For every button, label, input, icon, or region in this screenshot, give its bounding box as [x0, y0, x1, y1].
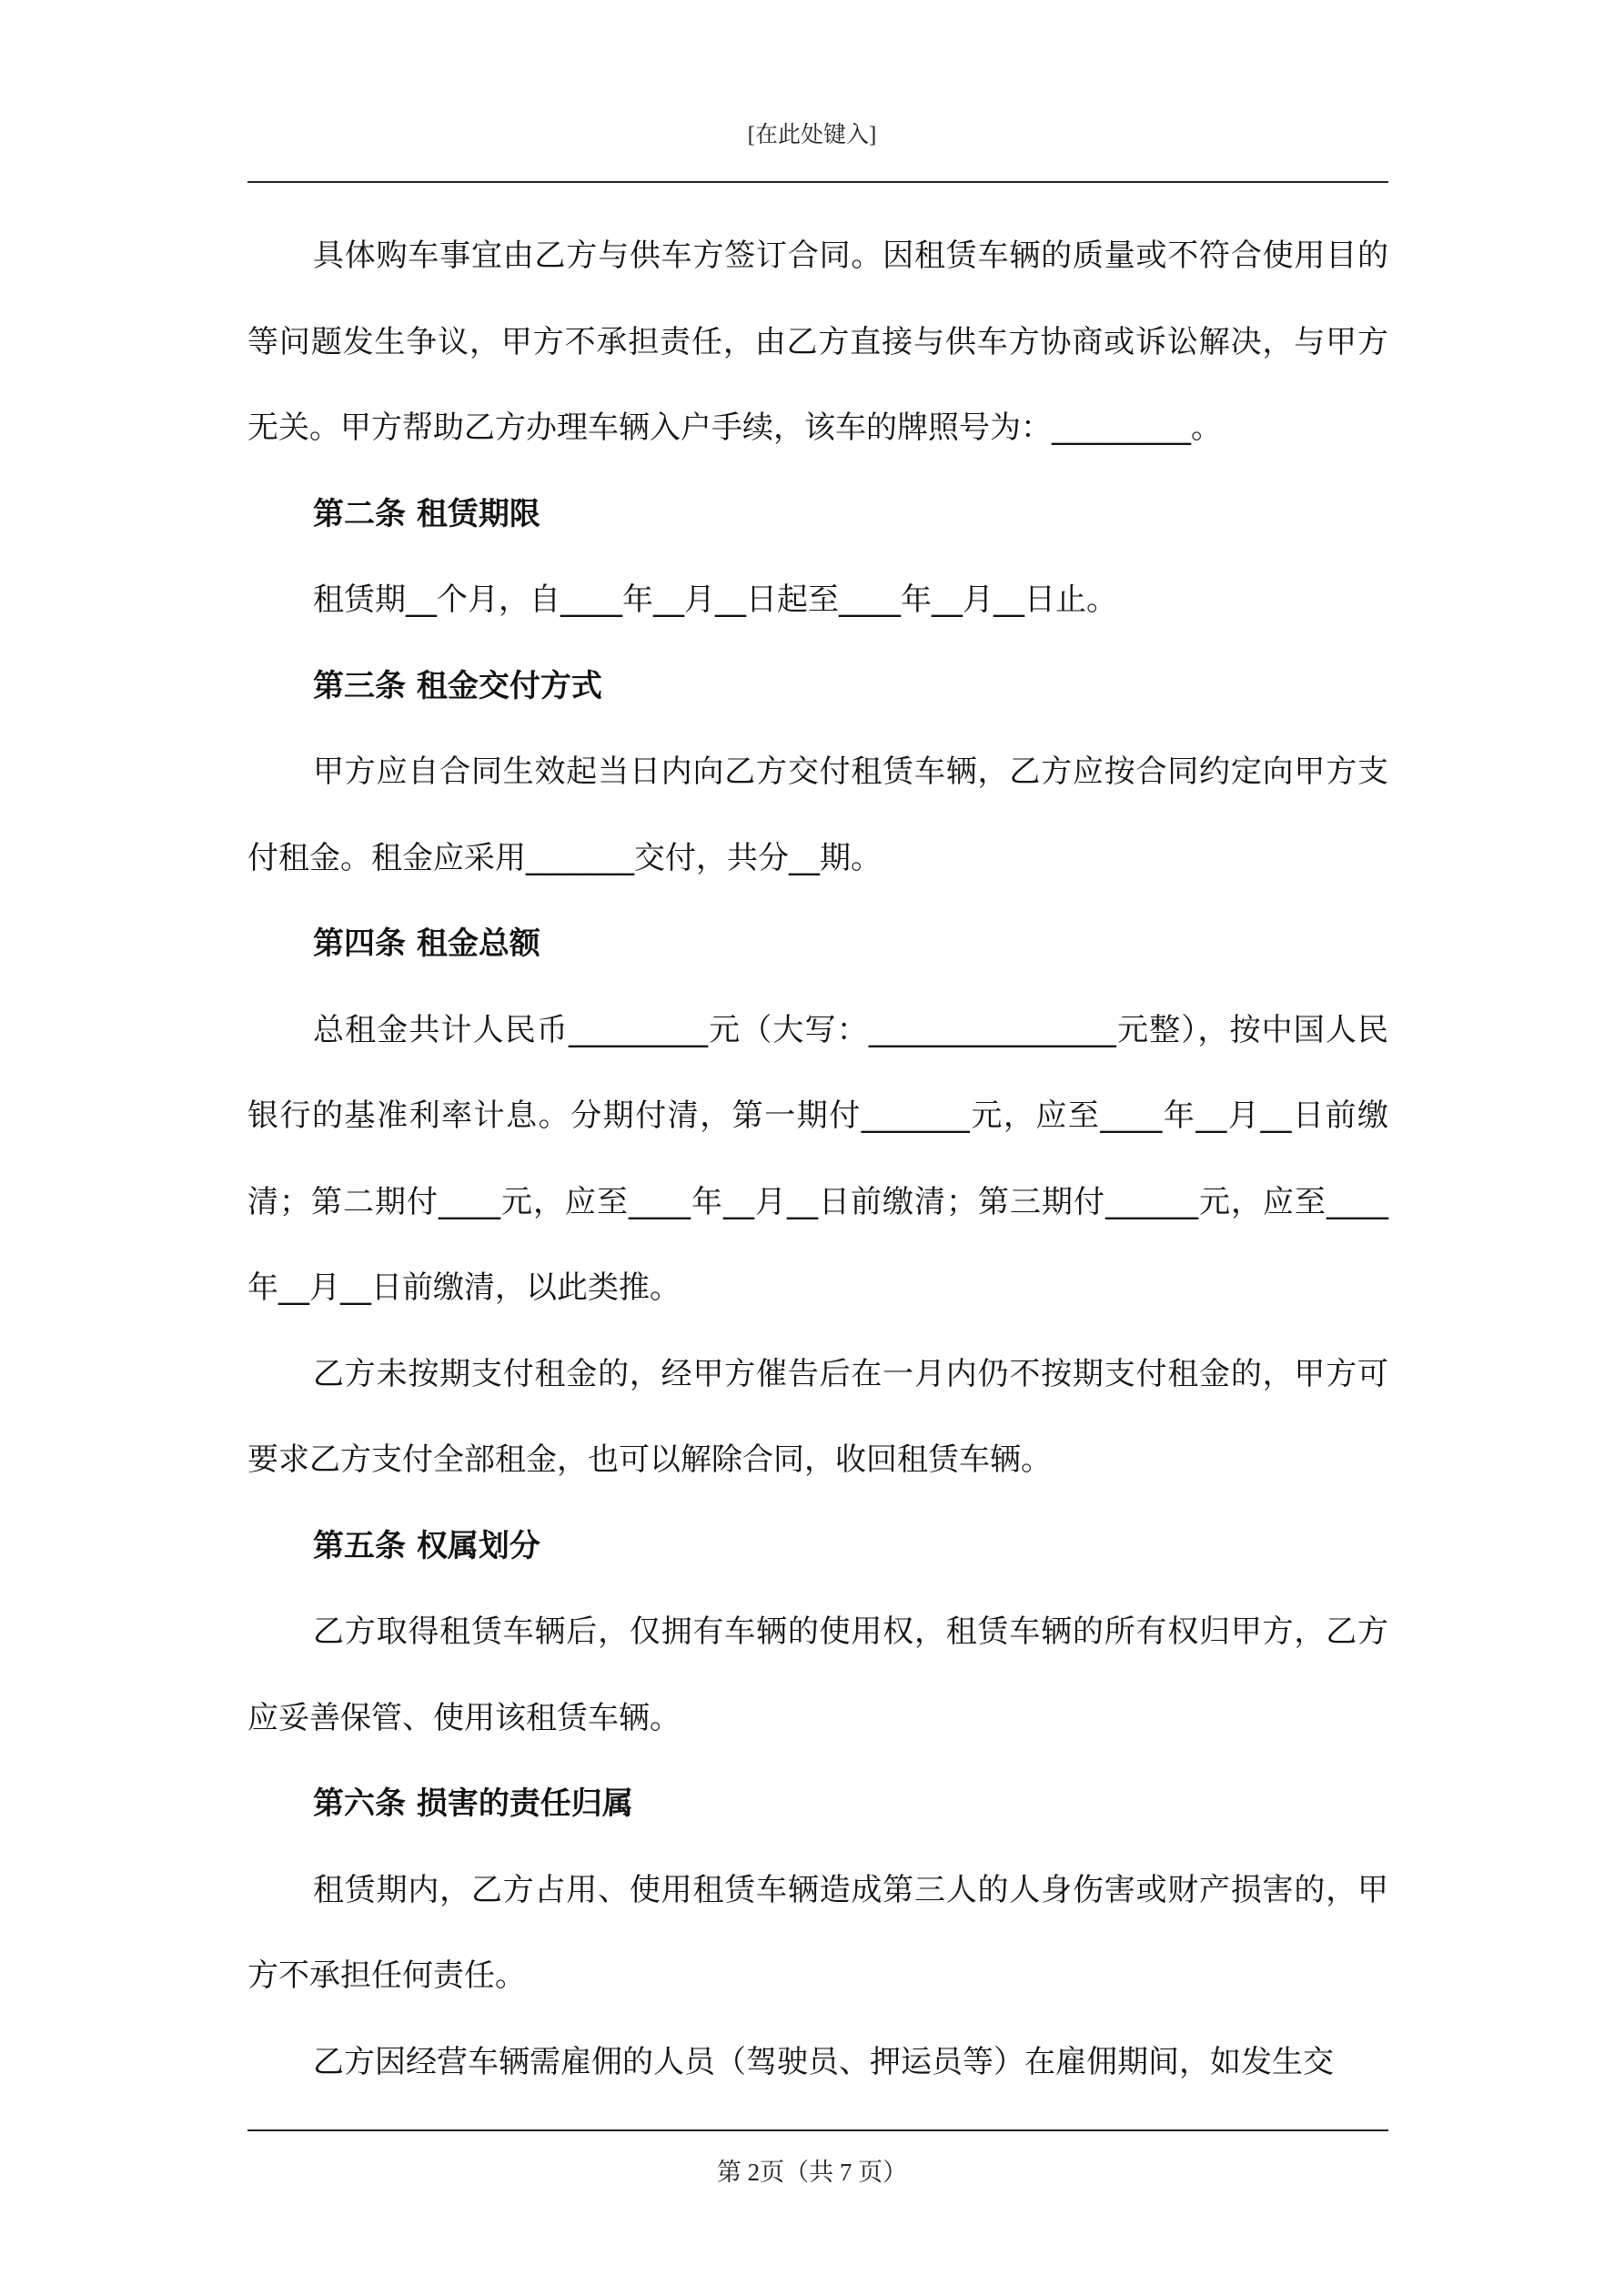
document-body: [247, 213, 1388, 2105]
paragraph-late-payment: 乙方未按期支付租金的，经甲方催告后在一月内仍不按期支付租金的，甲方可要求乙方支付全部租金，也可以解除合同，收回租赁车辆。: [247, 1355, 1388, 1478]
paragraph-ownership: 乙方取得租赁车辆后，仅拥有车辆的使用权，租赁车辆的所有权归甲方，乙方应妥善保管、使用该租赁车辆。: [247, 1613, 1388, 1736]
heading-article-3: 第三条 租金交付方式: [313, 667, 602, 704]
heading-article-5: 第五条 权属划分: [313, 1527, 540, 1564]
page-header: [在此处键入]: [747, 123, 877, 147]
heading-article-6: 第六条 损害的责任归属: [313, 1785, 633, 1822]
header-rule: [247, 181, 1388, 183]
paragraph-continuation: 具体购车事宜由乙方与供车方签订合同。因租赁车辆的质量或不符合使用目的等问题发生争议，甲方不承担责任，由乙方直接与供车方协商或诉讼解决，与甲方无关。甲方帮助乙方办理车辆入户手续，该车的牌照号为：_________。: [247, 238, 1388, 446]
paragraph-employees: 乙方因经营车辆需雇佣的人员（驾驶员、押运员等）在雇佣期间，如发生交: [313, 2043, 1334, 2080]
heading-article-2: 第二条 租赁期限: [313, 495, 540, 532]
footer-rule: [247, 2129, 1388, 2131]
paragraph-rent-total: 总租金共计人民币_________元（大写：________________元整），按中国人民银行的基准利率计息。分期付清，第一期付_______元，应至____年__月__日前缴清；第二期付____元，应至____年__月__日前缴清；第三期付______元，应至____年__月__日前缴清，以此类推。: [247, 1011, 1388, 1306]
paragraph-third-party-liability: 租赁期内，乙方占用、使用租赁车辆造成第三人的人身伤害或财产损害的，甲方不承担任何责任。: [247, 1871, 1388, 1994]
heading-article-4: 第四条 租金总额: [313, 925, 540, 962]
page-footer: 第 2页（共 7 页）: [716, 2159, 908, 2186]
paragraph-lease-term: 租赁期__个月，自____年__月__日起至____年__月__日止。: [313, 582, 1117, 618]
paragraph-payment-method: 甲方应自合同生效起当日内向乙方交付租赁车辆，乙方应按合同约定向甲方支付租金。租金应采用_______交付，共分__期。: [247, 754, 1388, 876]
